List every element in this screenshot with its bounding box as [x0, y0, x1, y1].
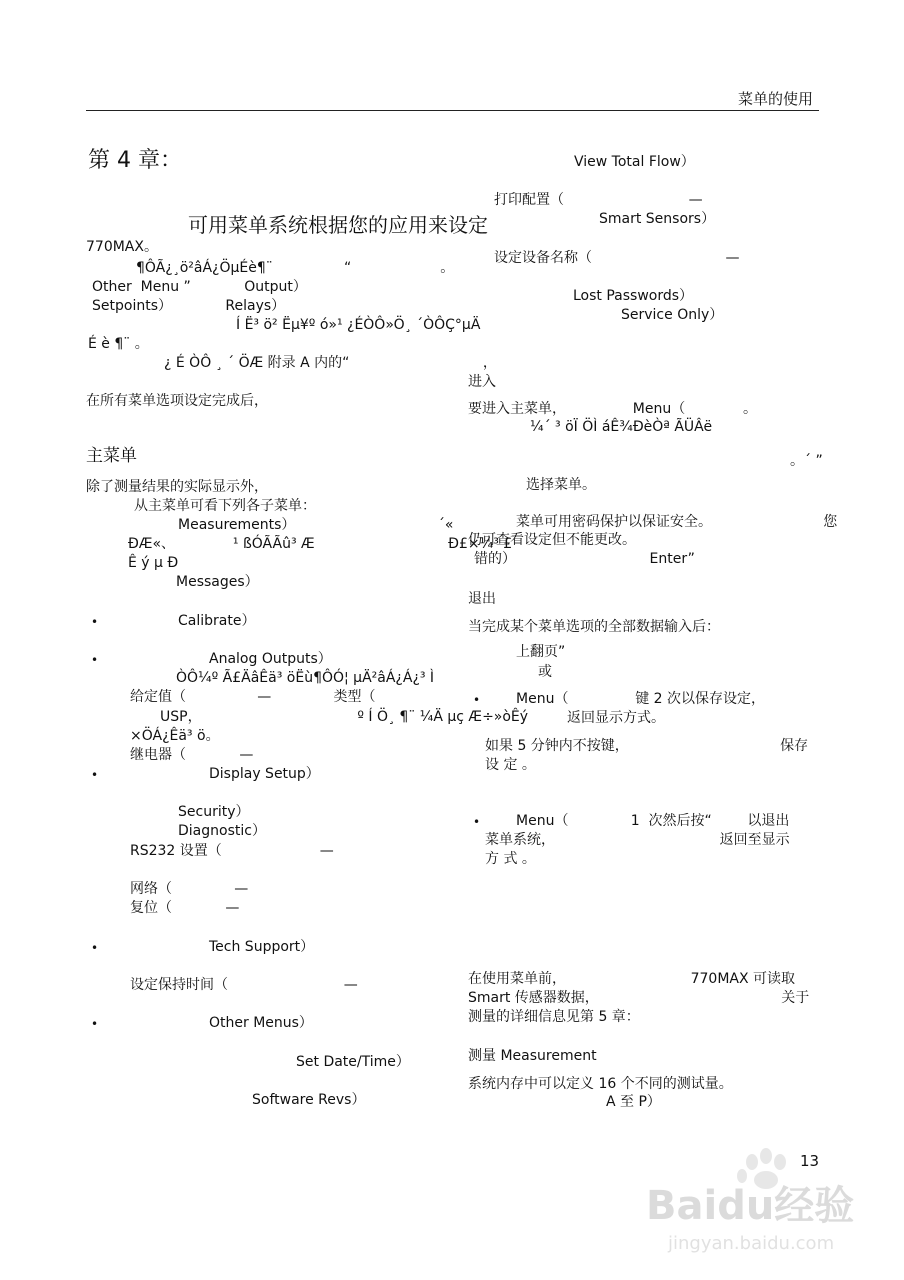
text-line: USP， º Í Ö¸ ¶¨ ¼Ä µç Æ÷»òÊý: [160, 709, 529, 725]
text-line: 如果 5 分钟内不按键， 保存: [485, 738, 809, 754]
watermark-brand: Baidu经验: [646, 1183, 855, 1229]
bullet: •: [91, 615, 99, 629]
text-line: Analog Outputs）: [209, 651, 332, 667]
text-line: View Total Flow）: [574, 154, 695, 170]
baidu-watermark: [640, 1140, 880, 1260]
text-line: 当完成某个菜单选项的全部数据输入后：: [468, 619, 720, 635]
text-line: 系统内存中可以定义 16 个不同的测试量。: [468, 1076, 733, 1092]
page-number: 13: [800, 1152, 820, 1170]
text-line: ¿ É ÒÔ ¸ ´ ÖÆ 附录 A 内的“ ，: [164, 355, 497, 371]
text-line: 打印配置（ —: [494, 192, 703, 208]
text-line: 设定设备名称（ —: [494, 250, 740, 266]
text-line: Other Menus）: [209, 1015, 313, 1031]
text-line: ÐÆ«、 ¹ ßÓÃÃû³ Æ Ð£×¼³ £: [128, 536, 513, 552]
text-line: 测量 Measurement: [468, 1048, 597, 1064]
text-line: 返回显示方式。: [567, 710, 665, 726]
text-line: Smart 传感器数据， 关于: [468, 990, 810, 1006]
running-title: 菜单的使用: [738, 90, 814, 108]
text-line: 仍可查看设定但不能更改。: [468, 532, 636, 548]
watermark-url: jingyan.baidu.com: [668, 1233, 835, 1254]
text-line: ¼´ ³ öÏ ÖÌ áÊ¾ÐèÒª ÃÜÂë: [530, 419, 713, 435]
text-line: 复位（ —: [130, 900, 240, 916]
text-line: ¶ÔÃ¿¸ö²âÁ¿ÖµÉè¶¨ “ 。: [136, 260, 455, 276]
text-line: Menu（ 键 2 次以保存设定，: [516, 691, 765, 707]
text-line: Display Setup）: [209, 766, 320, 782]
text-line: 在所有菜单选项设定完成后，: [86, 393, 268, 409]
bullet: •: [473, 815, 481, 829]
subsection-heading: 退出: [468, 591, 496, 607]
chapter-heading: 可用菜单系统根据您的应用来设定: [188, 213, 488, 237]
text-line: 除了测量结果的实际显示外，: [86, 479, 268, 495]
text-line: 上翻页”: [516, 644, 566, 660]
text-line: 从主菜单可看下列各子菜单：: [134, 498, 316, 514]
bullet: •: [91, 768, 99, 782]
text-line: 给定值（ — 类型（: [130, 689, 376, 705]
text-line: 方 式 。: [485, 851, 536, 867]
text-line: Messages）: [176, 574, 259, 590]
text-line: Smart Sensors）: [599, 211, 716, 227]
text-line: RS232 设置（ —: [130, 843, 334, 859]
text-line: Í Ë³ ö² Ëµ¥º ó»¹ ¿ÉÒÔ»Ö¸ ´ÒÔÇ°µÄ: [236, 317, 481, 333]
text-line: ÒÔ¼º Ã£ÄâÊä³ öËù¶ÔÓ¦ µÄ²âÁ¿Á¿³ Ì: [176, 670, 435, 686]
text-line: 在使用菜单前， 770MAX 可读取: [468, 971, 796, 987]
text-line: 设 定 。: [485, 757, 536, 773]
text-line: Measurements） ´«: [178, 517, 454, 533]
bullet: •: [473, 693, 481, 707]
text-line: 继电器（ —: [130, 747, 254, 763]
text-line: Tech Support）: [209, 939, 315, 955]
text-line: Service Only）: [621, 307, 724, 323]
text-line: É è ¶¨ 。: [88, 336, 149, 352]
text-line: 测量的详细信息见第 5 章：: [468, 1009, 640, 1025]
text-line: 网络（ —: [130, 881, 249, 897]
text-line: 770MAX。: [86, 239, 158, 255]
text-line: Calibrate）: [178, 613, 256, 629]
section-heading: 主菜单: [86, 446, 137, 466]
text-line: Software Revs）: [252, 1092, 366, 1108]
subsection-heading: 进入: [468, 374, 496, 390]
text-line: Menu（ 1 次然后按“ 以退出: [516, 813, 790, 829]
text-line: 菜单可用密码保护以保证安全。 您: [516, 514, 838, 530]
text-line: Security）: [178, 804, 250, 820]
bullet: •: [91, 1017, 99, 1031]
text-line: Other Menu ” Output）: [92, 279, 307, 295]
text-line: 选择菜单。: [526, 477, 596, 493]
text-line: 。´ ”: [790, 453, 823, 469]
text-line: ×ÖÁ¿Êä³ ö。: [130, 728, 220, 744]
header-rule: [86, 110, 819, 111]
text-line: 设定保持时间（ —: [130, 977, 358, 993]
text-line: 或: [538, 664, 552, 680]
text-line: A 至 P）: [606, 1094, 661, 1110]
text-line: Ê ý µ Ð: [128, 555, 179, 571]
text-line: Lost Passwords）: [573, 288, 694, 304]
text-line: 菜单系统， 返回至显示: [485, 832, 790, 848]
text-line: 错的） Enter”: [474, 551, 695, 567]
chapter-title: 第 4 章：: [88, 148, 182, 173]
text-line: 要进入主菜单， Menu（ 。: [468, 401, 758, 417]
bullet: •: [91, 653, 99, 667]
text-line: Diagnostic）: [178, 823, 266, 839]
bullet: •: [91, 941, 99, 955]
text-line: Setpoints） Relays）: [92, 298, 286, 314]
text-line: Set Date/Time）: [296, 1054, 410, 1070]
